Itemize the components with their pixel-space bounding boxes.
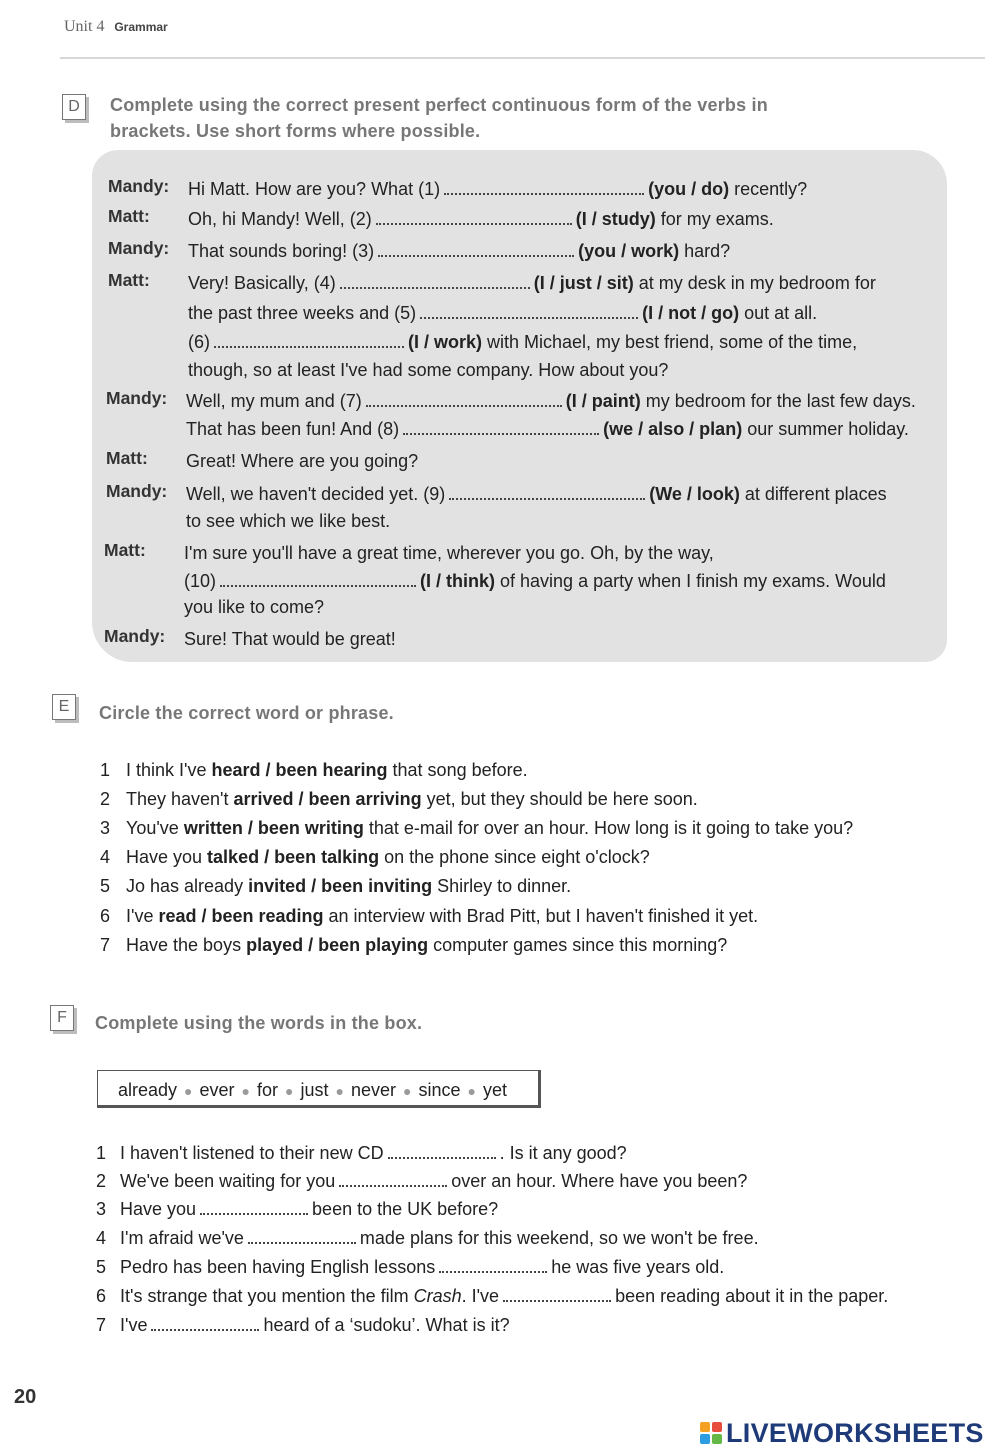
logo-square xyxy=(712,1434,722,1444)
exercise-e-item: 3 You've written / been writing that e-mail for over an hour. How long is it going to take you? xyxy=(100,818,854,838)
exercise-e-instruction: Circle the correct word or phrase. xyxy=(99,703,394,723)
dialogue-line: you like to come? xyxy=(184,597,325,617)
answer-blank-8[interactable] xyxy=(403,418,599,435)
dialogue-line: to see which we like best. xyxy=(186,511,391,531)
exercise-e-item: 2 They haven't arrived / been arriving yet, but they should be here soon. xyxy=(100,789,698,809)
speaker-label: Mandy: xyxy=(106,388,168,408)
speaker-label: Matt: xyxy=(108,270,150,290)
logo-square xyxy=(700,1422,710,1432)
dialogue-line: though, so at least I've had some company. How about you? xyxy=(188,360,669,380)
exercise-e-item: 5 Jo has already invited / been inviting Shirley to dinner. xyxy=(100,876,572,896)
exercise-f-item: 2 We've been waiting for you over an hour. Where have you been? xyxy=(96,1171,748,1191)
section-label: Grammar xyxy=(114,20,168,34)
dialogue-line: (6) (I / work) with Michael, my best friend, some of the time, xyxy=(188,332,858,352)
dialogue-line: Well, my mum and (7) (I / paint) my bedroom for the last few days. xyxy=(186,391,916,411)
dialogue-line: That has been fun! And (8) (we / also / plan) our summer holiday. xyxy=(186,419,909,439)
unit-label: Unit 4 xyxy=(64,18,105,35)
exercise-f-item: 6 It's strange that you mention the film Crash. I've been reading about it in the paper. xyxy=(96,1286,889,1306)
word-box-word: ever xyxy=(199,1080,235,1100)
answer-blank-2[interactable] xyxy=(376,208,572,225)
answer-blank-6[interactable] xyxy=(214,331,404,348)
dialogue-line: Very! Basically, (4) (I / just / sit) at my desk in my bedroom for xyxy=(188,273,876,293)
speaker-label: Matt: xyxy=(106,448,148,468)
word-box-word: never xyxy=(350,1080,396,1100)
page-number: 20 xyxy=(14,1386,37,1408)
exercise-f-item: 4 I'm afraid we've made plans for this weekend, so we won't be free. xyxy=(96,1228,759,1248)
fill-blank-5[interactable] xyxy=(439,1256,547,1273)
dialogue-line: Great! Where are you going? xyxy=(186,451,419,471)
exercise-f-item: 3 Have you been to the UK before? xyxy=(96,1199,499,1219)
exercise-e-letter: E xyxy=(52,694,76,720)
logo-square xyxy=(712,1422,722,1432)
dialogue-line: Oh, hi Mandy! Well, (2) (I / study) for my exams. xyxy=(188,209,774,229)
exercise-e-item: 1 I think I've heard / been hearing that song before. xyxy=(100,760,528,780)
speaker-label: Mandy: xyxy=(106,481,168,501)
liveworksheets-logo-icon xyxy=(700,1422,722,1444)
choice-option[interactable]: played / been playing xyxy=(246,935,429,955)
answer-blank-4[interactable] xyxy=(340,272,530,289)
fill-blank-1[interactable] xyxy=(388,1142,496,1159)
answer-blank-9[interactable] xyxy=(449,483,645,500)
dialogue-line: Sure! That would be great! xyxy=(184,629,396,649)
page-header xyxy=(64,18,168,36)
exercise-f-instruction: Complete using the words in the box. xyxy=(95,1013,423,1033)
liveworksheets-logo[interactable] xyxy=(700,1418,984,1448)
answer-blank-3[interactable] xyxy=(378,240,574,257)
fill-blank-4[interactable] xyxy=(248,1227,356,1244)
word-box-word: for xyxy=(257,1080,279,1100)
exercise-e-item: 6 I've read / been reading an interview with Brad Pitt, but I haven't finished it yet. xyxy=(100,906,759,926)
exercise-f-item: 7 I've heard of a ‘sudoku’. What is it? xyxy=(96,1315,510,1335)
word-box: already ● ever ● for ● just ● never ● since ● yet xyxy=(97,1070,541,1108)
fill-blank-6[interactable] xyxy=(503,1285,611,1302)
choice-option[interactable]: invited / been inviting xyxy=(248,876,433,896)
exercise-f-letter: F xyxy=(50,1005,74,1031)
dialogue-line: the past three weeks and (5) (I / not / go) out at all. xyxy=(188,303,818,323)
exercise-d-instruction-line1: Complete using the correct present perfect continuous form of the verbs in xyxy=(110,95,768,115)
speaker-label: Mandy: xyxy=(104,626,166,646)
header-divider xyxy=(60,57,985,59)
speaker-label: Mandy: xyxy=(108,238,170,258)
logo-square xyxy=(700,1434,710,1444)
answer-blank-5[interactable] xyxy=(420,302,638,319)
exercise-e-item: 4 Have you talked / been talking on the phone since eight o'clock? xyxy=(100,847,650,867)
exercise-f-item: 5 Pedro has been having English lessons he was five years old. xyxy=(96,1257,725,1277)
word-box-word: yet xyxy=(482,1080,507,1100)
choice-option[interactable]: heard / been hearing xyxy=(211,760,388,780)
fill-blank-2[interactable] xyxy=(339,1170,447,1187)
exercise-d-letter: D xyxy=(62,94,86,120)
fill-blank-7[interactable] xyxy=(151,1314,259,1331)
word-box-word: since xyxy=(418,1080,461,1100)
dialogue-line: I'm sure you'll have a great time, wherever you go. Oh, by the way, xyxy=(184,543,714,563)
speaker-label: Mandy: xyxy=(108,176,170,196)
choice-option[interactable]: read / been reading xyxy=(158,906,324,926)
speaker-label: Matt: xyxy=(108,206,150,226)
dialogue-line: That sounds boring! (3) (you / work) hard? xyxy=(188,241,731,261)
exercise-d-instruction xyxy=(110,92,768,144)
answer-blank-7[interactable] xyxy=(366,390,562,407)
speaker-label: Matt: xyxy=(104,540,146,560)
answer-blank-10[interactable] xyxy=(220,570,416,587)
choice-option[interactable]: talked / been talking xyxy=(207,847,380,867)
choice-option[interactable]: written / been writing xyxy=(183,818,364,838)
exercise-e-item: 7 Have the boys played / been playing computer games since this morning? xyxy=(100,935,728,955)
word-box-word: already xyxy=(118,1080,178,1100)
exercise-d-instruction-line2: brackets. Use short forms where possible. xyxy=(110,121,481,141)
fill-blank-3[interactable] xyxy=(200,1198,308,1215)
brand-name: LIVEWORKSHEETS xyxy=(726,1417,984,1448)
answer-blank-1[interactable] xyxy=(444,178,644,195)
dialogue-line: Hi Matt. How are you? What (1) (you / do) recently? xyxy=(188,179,808,199)
exercise-f-item: 1 I haven't listened to their new CD . Is it any good? xyxy=(96,1143,627,1163)
dialogue-line: (10) (I / think) of having a party when I finish my exams. Would xyxy=(184,571,886,591)
word-box-word: just xyxy=(300,1080,329,1100)
choice-option[interactable]: arrived / been arriving xyxy=(233,789,422,809)
dialogue-line: Well, we haven't decided yet. (9) (We / look) at different places xyxy=(186,484,887,504)
